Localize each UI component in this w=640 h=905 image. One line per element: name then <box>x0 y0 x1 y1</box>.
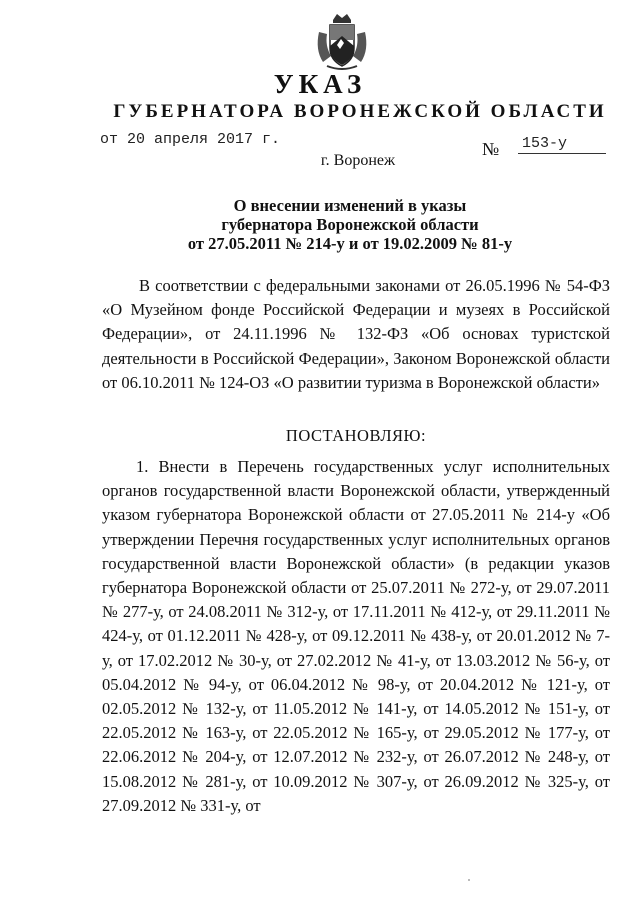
heading-line-3: от 27.05.2011 № 214-у и от 19.02.2009 № 81-у <box>187 234 513 253</box>
heading-line-2: губернатора Воронежской области <box>221 215 479 234</box>
issuer-title: ГУБЕРНАТОРА ВОРОНЕЖСКОЙ ОБЛАСТИ <box>113 101 607 122</box>
number-sign: № <box>482 139 500 159</box>
heading-line-1: О внесении изменений в указы <box>233 196 467 215</box>
number-value: 153-у <box>522 135 568 152</box>
scan-speck <box>468 879 470 881</box>
order-word: ПОСТАНОВЛЯЮ: <box>285 426 427 445</box>
document-date: от 20 апреля 2017 г. <box>100 131 281 148</box>
document-heading <box>0 196 640 253</box>
preamble-paragraph: В соответствии с федеральными законами от 26.05.1996 № 54-ФЗ «О Музейном фонде Российской Федерации и музеях в Российской Федерации», от 24.11.1996 № 132-ФЗ «Об основах туристской деятельности в Российской Федерации», Законом Воронежской области от 06.10.2011 № 124-ОЗ «О развитии туризма в Воронежской области» <box>102 276 610 392</box>
document-title: УКАЗ <box>273 69 367 99</box>
city: г. Воронеж <box>320 152 396 169</box>
item-1-paragraph: 1. Внести в Перечень государственных услуг исполнительных органов государственной власти Воронежской области, утвержденный указом губернатора Воронежской области от 27.05.2011 № 214-у «Об утверждении Перечня государственных услуг исполнительных органов государственной власти Воронежской области» (в редакции указов губернатора Воронежской области от 25.07.2011 № 272-у, от 29.07.2011 № 277-у, от 24.08.2011 № 312-у, от 17.11.2011 № 412-у, от 29.11.2011 № 424-у, от 01.12.2011 № 428-у, от 09.12.2011 № 438-у, от 20.01.2012 № 7-у, от 17.02.2012 № 30-у, от 27.02.2012 № 41-у, от 13.03.2012 № 56-у, от 05.04.2012 № 94-у, от 06.04.2012 № 98-у, от 20.04.2012 № 121-у, от 02.05.2012 № 132-у, от 11.05.2012 № 141-у, от 14.05.2012 № 151-у, от 22.05.2012 № 163-у, от 22.05.2012 № 165-у, от 29.05.2012 № 177-у, от 22.06.2012 № 204-у, от 12.07.2012 № 232-у, от 26.07.2012 № 248-у, от 15.08.2012 № 281-у, от 10.09.2012 № 307-у, от 26.09.2012 № 325-у, от 27.09.2012 № 331-у, от <box>102 457 610 815</box>
voronezh-coat-of-arms-icon <box>313 10 371 72</box>
